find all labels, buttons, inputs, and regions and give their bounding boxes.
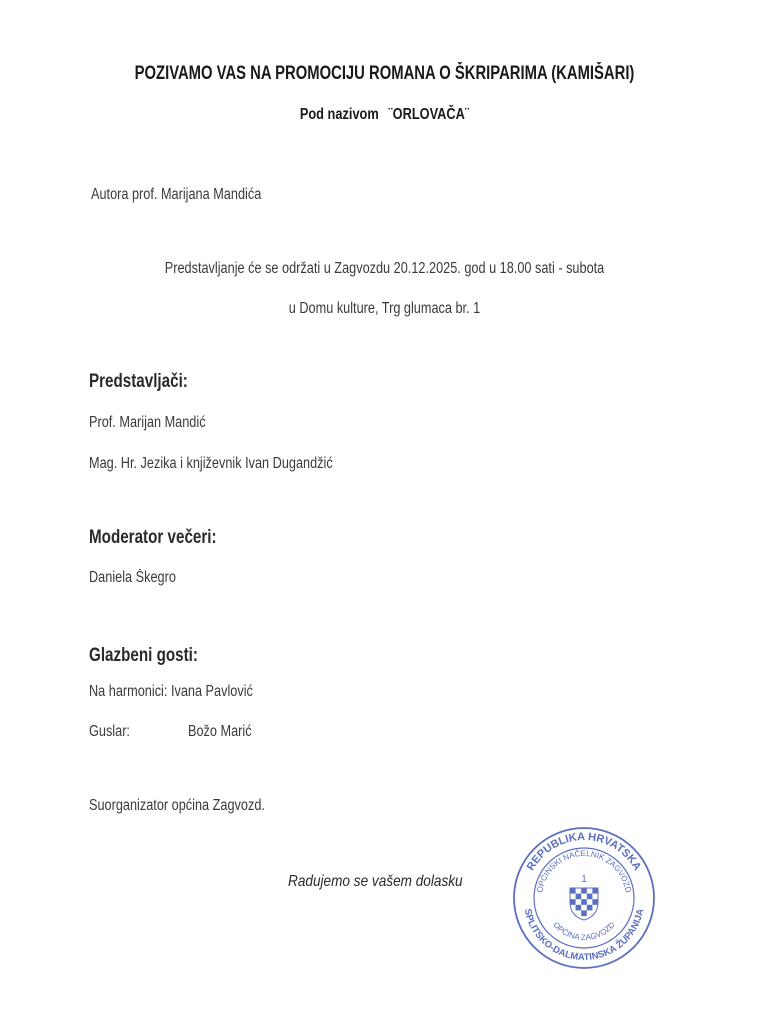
guslar-label: Guslar: bbox=[89, 723, 130, 740]
municipality-stamp bbox=[512, 826, 656, 970]
stamp-inner-top-text: OPĆINSKI NAČELNIK ZAGVOZD bbox=[535, 848, 633, 894]
closing-line: Radujemo se vašem dolasku bbox=[288, 873, 463, 890]
harmonica-player: Na harmonici: Ivana Pavlović bbox=[89, 683, 253, 700]
music-guests-heading: Glazbeni gosti: bbox=[89, 645, 198, 666]
moderator-name: Daniela Škegro bbox=[89, 569, 176, 586]
coorganizer-line: Suorganizator općina Zagvozd. bbox=[89, 797, 265, 814]
book-subtitle bbox=[77, 106, 692, 124]
moderator-heading: Moderator večeri: bbox=[89, 527, 217, 548]
author-line: Autora prof. Marijana Mandića bbox=[91, 186, 262, 203]
stamp-outer-top-text: REPUBLIKA HRVATSKA bbox=[524, 830, 644, 873]
presenter-item: Mag. Hr. Jezika i književnik Ivan Dugandžić bbox=[89, 455, 333, 472]
subtitle-prefix: Pod nazivom bbox=[299, 106, 379, 123]
event-details-line-1: Predstavljanje će se održati u Zagvozdu 20.12.2025. god u 18.00 sati - subota bbox=[164, 260, 605, 277]
guslar-name: Božo Marić bbox=[188, 723, 252, 740]
page-title: POZIVAMO VAS NA PROMOCIJU ROMANA O ŠKRIPARIMA (KAMIŠARI) bbox=[134, 63, 635, 84]
stamp-outer-bottom-text: SPLITSKO-DALMATINSKA ŽUPANIJA bbox=[521, 907, 647, 964]
croatian-coat-of-arms-icon bbox=[570, 888, 598, 920]
stamp-number: 1 bbox=[581, 874, 587, 885]
event-details-line-2: u Domu kulture, Trg glumaca br. 1 bbox=[288, 300, 481, 317]
stamp-inner-bottom-text: OPĆINA ZAGVOZD bbox=[551, 920, 617, 943]
book-name: ¨ORLOVAČA¨ bbox=[388, 106, 470, 123]
presenters-heading: Predstavljači: bbox=[89, 371, 188, 392]
presenter-item: Prof. Marijan Mandić bbox=[89, 414, 206, 431]
